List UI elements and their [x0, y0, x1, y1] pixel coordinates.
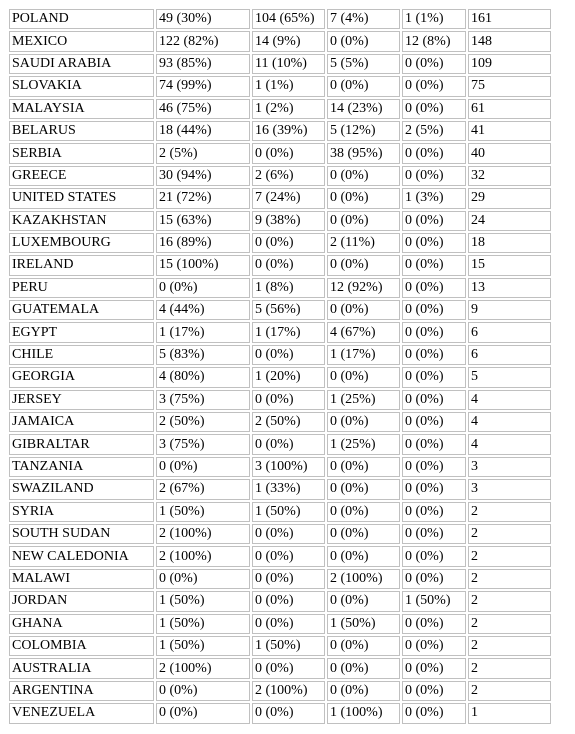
column-2-cell: 3 (75%) [156, 390, 250, 410]
column-4-cell: 2 (100%) [327, 569, 400, 589]
column-2-cell: 4 (80%) [156, 367, 250, 387]
table-row [9, 278, 551, 298]
column-3-cell: 0 (0%) [252, 658, 325, 678]
column-3-cell: 5 (56%) [252, 300, 325, 320]
country-cell: GEORGIA [9, 367, 154, 387]
table-row [9, 524, 551, 544]
column-5-cell: 0 (0%) [402, 412, 466, 432]
table-row [9, 681, 551, 701]
total-cell: 24 [468, 211, 551, 231]
column-5-cell: 0 (0%) [402, 322, 466, 342]
column-4-cell: 0 (0%) [327, 367, 400, 387]
country-cell: JERSEY [9, 390, 154, 410]
table-row [9, 367, 551, 387]
country-cell: JORDAN [9, 591, 154, 611]
country-cell: MALAYSIA [9, 99, 154, 119]
column-2-cell: 2 (50%) [156, 412, 250, 432]
country-data-table [7, 7, 553, 726]
total-cell: 2 [468, 681, 551, 701]
column-4-cell: 0 (0%) [327, 591, 400, 611]
column-5-cell: 0 (0%) [402, 524, 466, 544]
table-row [9, 121, 551, 141]
country-cell: TANZANIA [9, 457, 154, 477]
column-5-cell: 0 (0%) [402, 658, 466, 678]
column-2-cell: 2 (100%) [156, 546, 250, 566]
table-row [9, 300, 551, 320]
column-5-cell: 0 (0%) [402, 546, 466, 566]
column-3-cell: 1 (33%) [252, 479, 325, 499]
country-cell: AUSTRALIA [9, 658, 154, 678]
column-5-cell: 0 (0%) [402, 703, 466, 723]
column-3-cell: 0 (0%) [252, 524, 325, 544]
column-2-cell: 2 (5%) [156, 143, 250, 163]
total-cell: 148 [468, 31, 551, 51]
column-3-cell: 2 (100%) [252, 681, 325, 701]
column-3-cell: 1 (1%) [252, 76, 325, 96]
column-3-cell: 104 (65%) [252, 9, 325, 29]
column-4-cell: 1 (50%) [327, 614, 400, 634]
column-3-cell: 0 (0%) [252, 143, 325, 163]
column-5-cell: 0 (0%) [402, 300, 466, 320]
column-4-cell: 5 (12%) [327, 121, 400, 141]
country-cell: VENEZUELA [9, 703, 154, 723]
table-row [9, 591, 551, 611]
column-2-cell: 122 (82%) [156, 31, 250, 51]
total-cell: 109 [468, 54, 551, 74]
column-2-cell: 2 (100%) [156, 524, 250, 544]
column-5-cell: 0 (0%) [402, 166, 466, 186]
country-cell: GHANA [9, 614, 154, 634]
country-cell: GUATEMALA [9, 300, 154, 320]
column-5-cell: 0 (0%) [402, 76, 466, 96]
table-row [9, 546, 551, 566]
column-3-cell: 0 (0%) [252, 591, 325, 611]
column-3-cell: 0 (0%) [252, 390, 325, 410]
column-5-cell: 12 (8%) [402, 31, 466, 51]
column-2-cell: 4 (44%) [156, 300, 250, 320]
column-2-cell: 93 (85%) [156, 54, 250, 74]
column-5-cell: 0 (0%) [402, 569, 466, 589]
column-4-cell: 0 (0%) [327, 479, 400, 499]
column-3-cell: 0 (0%) [252, 569, 325, 589]
column-2-cell: 5 (83%) [156, 345, 250, 365]
column-4-cell: 1 (100%) [327, 703, 400, 723]
column-3-cell: 14 (9%) [252, 31, 325, 51]
total-cell: 15 [468, 255, 551, 275]
column-2-cell: 1 (50%) [156, 591, 250, 611]
column-4-cell: 5 (5%) [327, 54, 400, 74]
total-cell: 2 [468, 614, 551, 634]
column-3-cell: 1 (2%) [252, 99, 325, 119]
column-2-cell: 1 (17%) [156, 322, 250, 342]
column-4-cell: 12 (92%) [327, 278, 400, 298]
column-4-cell: 0 (0%) [327, 188, 400, 208]
column-2-cell: 30 (94%) [156, 166, 250, 186]
column-5-cell: 1 (1%) [402, 9, 466, 29]
column-3-cell: 9 (38%) [252, 211, 325, 231]
country-cell: SAUDI ARABIA [9, 54, 154, 74]
column-4-cell: 4 (67%) [327, 322, 400, 342]
table-row [9, 345, 551, 365]
column-4-cell: 0 (0%) [327, 412, 400, 432]
country-cell: NEW CALEDONIA [9, 546, 154, 566]
table-row [9, 412, 551, 432]
total-cell: 2 [468, 591, 551, 611]
column-2-cell: 18 (44%) [156, 121, 250, 141]
country-cell: GIBRALTAR [9, 434, 154, 454]
column-3-cell: 0 (0%) [252, 345, 325, 365]
column-5-cell: 0 (0%) [402, 99, 466, 119]
table-row [9, 614, 551, 634]
total-cell: 32 [468, 166, 551, 186]
column-5-cell: 0 (0%) [402, 636, 466, 656]
column-5-cell: 0 (0%) [402, 345, 466, 365]
table-row [9, 390, 551, 410]
column-2-cell: 1 (50%) [156, 636, 250, 656]
column-3-cell: 11 (10%) [252, 54, 325, 74]
country-cell: MEXICO [9, 31, 154, 51]
total-cell: 2 [468, 502, 551, 522]
column-2-cell: 0 (0%) [156, 457, 250, 477]
country-cell: SLOVAKIA [9, 76, 154, 96]
column-2-cell: 0 (0%) [156, 569, 250, 589]
country-cell: POLAND [9, 9, 154, 29]
country-cell: SWAZILAND [9, 479, 154, 499]
column-5-cell: 0 (0%) [402, 143, 466, 163]
country-cell: IRELAND [9, 255, 154, 275]
column-4-cell: 0 (0%) [327, 457, 400, 477]
column-3-cell: 1 (17%) [252, 322, 325, 342]
country-cell: MALAWI [9, 569, 154, 589]
column-3-cell: 0 (0%) [252, 233, 325, 253]
column-4-cell: 0 (0%) [327, 76, 400, 96]
column-4-cell: 0 (0%) [327, 546, 400, 566]
column-3-cell: 3 (100%) [252, 457, 325, 477]
table-row [9, 636, 551, 656]
country-cell: COLOMBIA [9, 636, 154, 656]
total-cell: 2 [468, 569, 551, 589]
column-2-cell: 15 (63%) [156, 211, 250, 231]
column-5-cell: 0 (0%) [402, 681, 466, 701]
column-4-cell: 1 (17%) [327, 345, 400, 365]
column-3-cell: 1 (50%) [252, 636, 325, 656]
column-5-cell: 0 (0%) [402, 211, 466, 231]
table-row [9, 322, 551, 342]
country-cell: PERU [9, 278, 154, 298]
column-4-cell: 0 (0%) [327, 31, 400, 51]
country-cell: GREECE [9, 166, 154, 186]
column-5-cell: 0 (0%) [402, 255, 466, 275]
total-cell: 1 [468, 703, 551, 723]
column-2-cell: 2 (100%) [156, 658, 250, 678]
total-cell: 4 [468, 434, 551, 454]
total-cell: 6 [468, 322, 551, 342]
total-cell: 18 [468, 233, 551, 253]
table-row [9, 143, 551, 163]
total-cell: 29 [468, 188, 551, 208]
table-row [9, 434, 551, 454]
column-2-cell: 49 (30%) [156, 9, 250, 29]
column-4-cell: 0 (0%) [327, 681, 400, 701]
table-row [9, 99, 551, 119]
column-3-cell: 16 (39%) [252, 121, 325, 141]
country-cell: EGYPT [9, 322, 154, 342]
column-5-cell: 0 (0%) [402, 479, 466, 499]
column-2-cell: 0 (0%) [156, 703, 250, 723]
table-row [9, 9, 551, 29]
total-cell: 61 [468, 99, 551, 119]
total-cell: 6 [468, 345, 551, 365]
table-row [9, 166, 551, 186]
table-row [9, 211, 551, 231]
country-cell: SERBIA [9, 143, 154, 163]
column-4-cell: 0 (0%) [327, 524, 400, 544]
total-cell: 75 [468, 76, 551, 96]
table-row [9, 703, 551, 723]
column-4-cell: 0 (0%) [327, 166, 400, 186]
column-3-cell: 1 (20%) [252, 367, 325, 387]
table-row [9, 479, 551, 499]
column-4-cell: 7 (4%) [327, 9, 400, 29]
column-5-cell: 0 (0%) [402, 502, 466, 522]
column-5-cell: 1 (50%) [402, 591, 466, 611]
column-4-cell: 0 (0%) [327, 636, 400, 656]
column-2-cell: 0 (0%) [156, 681, 250, 701]
column-4-cell: 1 (25%) [327, 390, 400, 410]
column-2-cell: 15 (100%) [156, 255, 250, 275]
column-5-cell: 0 (0%) [402, 457, 466, 477]
column-3-cell: 0 (0%) [252, 255, 325, 275]
column-5-cell: 0 (0%) [402, 434, 466, 454]
column-4-cell: 2 (11%) [327, 233, 400, 253]
column-3-cell: 2 (50%) [252, 412, 325, 432]
column-3-cell: 0 (0%) [252, 546, 325, 566]
country-cell: JAMAICA [9, 412, 154, 432]
column-3-cell: 0 (0%) [252, 614, 325, 634]
table-row [9, 457, 551, 477]
total-cell: 4 [468, 412, 551, 432]
column-3-cell: 1 (8%) [252, 278, 325, 298]
column-5-cell: 0 (0%) [402, 367, 466, 387]
column-5-cell: 0 (0%) [402, 54, 466, 74]
column-4-cell: 1 (25%) [327, 434, 400, 454]
total-cell: 40 [468, 143, 551, 163]
column-5-cell: 0 (0%) [402, 233, 466, 253]
column-5-cell: 0 (0%) [402, 390, 466, 410]
table-row [9, 658, 551, 678]
country-cell: CHILE [9, 345, 154, 365]
table-row [9, 233, 551, 253]
country-cell: SYRIA [9, 502, 154, 522]
column-3-cell: 0 (0%) [252, 703, 325, 723]
column-2-cell: 2 (67%) [156, 479, 250, 499]
country-cell: KAZAKHSTAN [9, 211, 154, 231]
column-4-cell: 0 (0%) [327, 300, 400, 320]
total-cell: 4 [468, 390, 551, 410]
column-5-cell: 0 (0%) [402, 278, 466, 298]
column-4-cell: 0 (0%) [327, 255, 400, 275]
column-4-cell: 0 (0%) [327, 211, 400, 231]
table-row [9, 31, 551, 51]
total-cell: 2 [468, 658, 551, 678]
column-4-cell: 14 (23%) [327, 99, 400, 119]
total-cell: 161 [468, 9, 551, 29]
column-3-cell: 0 (0%) [252, 434, 325, 454]
total-cell: 5 [468, 367, 551, 387]
table-row [9, 255, 551, 275]
column-2-cell: 74 (99%) [156, 76, 250, 96]
column-3-cell: 7 (24%) [252, 188, 325, 208]
table-body [9, 9, 551, 724]
column-2-cell: 21 (72%) [156, 188, 250, 208]
country-cell: SOUTH SUDAN [9, 524, 154, 544]
total-cell: 41 [468, 121, 551, 141]
table-row [9, 502, 551, 522]
table-row [9, 188, 551, 208]
total-cell: 3 [468, 479, 551, 499]
table-row [9, 76, 551, 96]
column-4-cell: 38 (95%) [327, 143, 400, 163]
column-4-cell: 0 (0%) [327, 658, 400, 678]
total-cell: 2 [468, 636, 551, 656]
column-2-cell: 1 (50%) [156, 502, 250, 522]
total-cell: 3 [468, 457, 551, 477]
column-5-cell: 1 (3%) [402, 188, 466, 208]
column-3-cell: 1 (50%) [252, 502, 325, 522]
column-2-cell: 3 (75%) [156, 434, 250, 454]
total-cell: 2 [468, 524, 551, 544]
column-2-cell: 1 (50%) [156, 614, 250, 634]
column-2-cell: 46 (75%) [156, 99, 250, 119]
country-cell: BELARUS [9, 121, 154, 141]
table-row [9, 569, 551, 589]
column-2-cell: 0 (0%) [156, 278, 250, 298]
country-cell: UNITED STATES [9, 188, 154, 208]
table-row [9, 54, 551, 74]
column-3-cell: 2 (6%) [252, 166, 325, 186]
column-5-cell: 2 (5%) [402, 121, 466, 141]
column-4-cell: 0 (0%) [327, 502, 400, 522]
total-cell: 2 [468, 546, 551, 566]
country-cell: ARGENTINA [9, 681, 154, 701]
total-cell: 13 [468, 278, 551, 298]
country-cell: LUXEMBOURG [9, 233, 154, 253]
total-cell: 9 [468, 300, 551, 320]
column-2-cell: 16 (89%) [156, 233, 250, 253]
column-5-cell: 0 (0%) [402, 614, 466, 634]
